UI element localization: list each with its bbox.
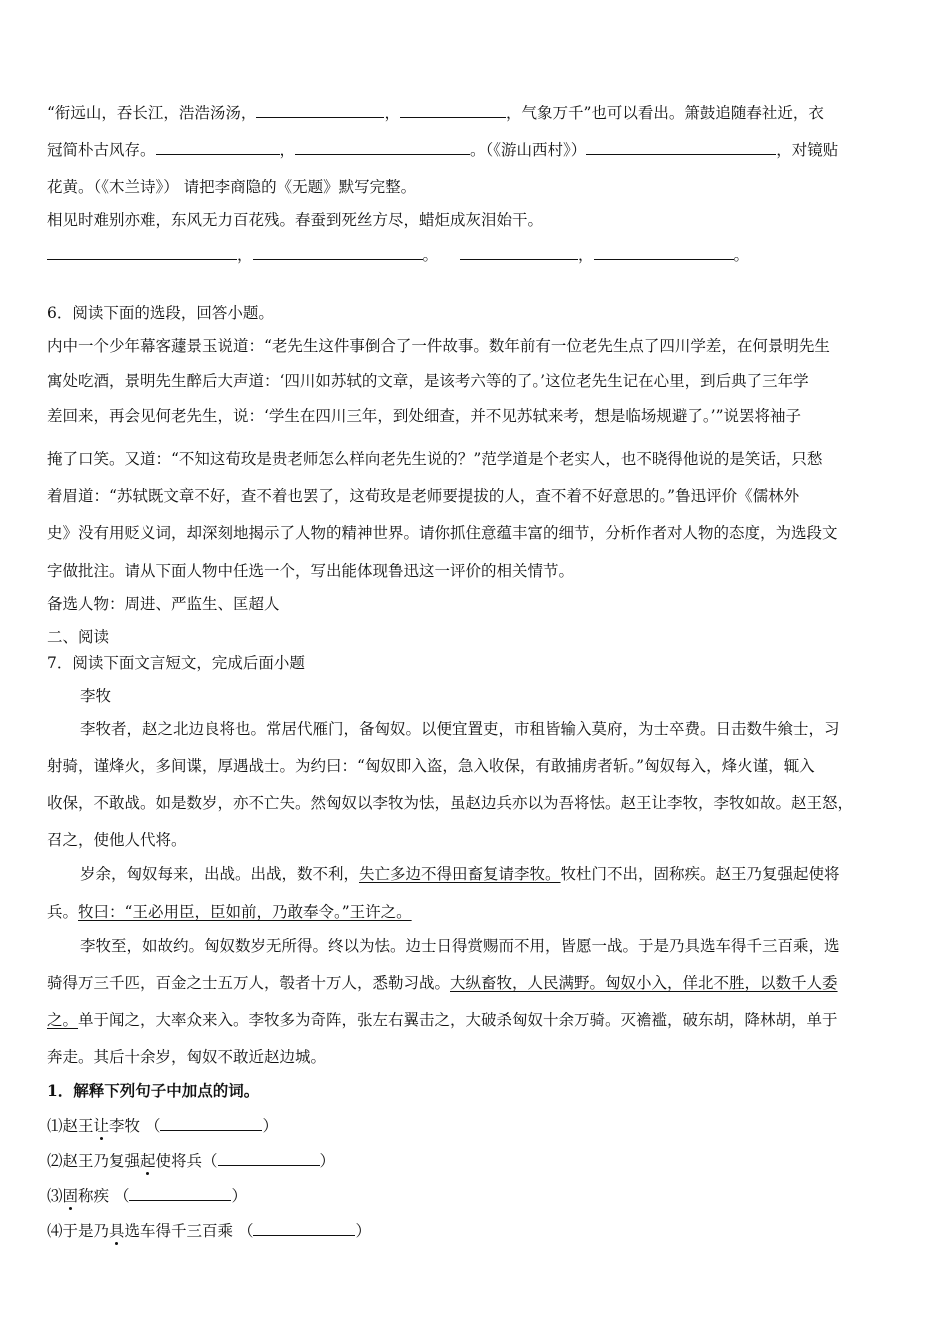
q6-paragraph-line: 掩了口笑。又道：“不知这荀玫是贵老师怎么样向老先生说的？”范学道是个老实人，也不晓得他说的是笑话，只愁 — [47, 450, 823, 468]
text: 兵。 — [47, 903, 79, 921]
text: ⑷于是乃 — [47, 1222, 110, 1240]
passage-title: 李牧 — [80, 687, 112, 705]
sub-question-item — [47, 1184, 907, 1207]
answer-blank[interactable] — [253, 243, 423, 260]
q6-paragraph-line: 字做批注。请从下面人物中任选一个，写出能体现鲁迅这一评价的相关情节。 — [47, 562, 575, 580]
answer-blank[interactable] — [160, 1114, 262, 1131]
passage-line — [47, 972, 907, 994]
answer-blank[interactable] — [218, 1149, 320, 1166]
poem-line-4: 相见时难别亦难，东风无力百花残。春蚕到死丝方尽，蜡炬成灰泪始干。 — [47, 211, 544, 229]
answer-blank[interactable] — [129, 1184, 231, 1201]
passage-line: 召之，使他人代将。 — [47, 831, 187, 849]
text: ） — [231, 1187, 247, 1205]
answer-blank[interactable] — [295, 138, 470, 155]
question-7-title: 7．阅读下面文言短文，完成后面小题 — [47, 654, 305, 672]
poem-line-3: 花黄。（《木兰诗》） 请把李商隐的《无题》默写完整。 — [47, 178, 417, 196]
passage-line: 李牧者，赵之北边良将也。常居代雁门，备匈奴。以便宜置吏，市租皆输入莫府，为士卒费。日击数牛飨士，习 — [80, 720, 840, 738]
sub-question-item — [47, 1149, 907, 1172]
passage-line: 射骑，谨烽火，多间谍，厚遇战士。为约曰：“匈奴即入盗，急入收保，有敢捕虏者斩。”匈奴每入，烽火谨，辄入 — [47, 757, 815, 775]
answer-blank[interactable] — [586, 138, 776, 155]
text: ） — [355, 1222, 371, 1240]
poem-line-5 — [47, 243, 907, 266]
poem-line-1 — [47, 101, 907, 124]
answer-blank[interactable] — [253, 1219, 355, 1236]
underlined-sentence: 牧曰：“王必用臣，臣如前，乃敢奉令。”王许之。 — [78, 903, 412, 921]
dotted-word: 起 — [140, 1152, 156, 1170]
answer-blank[interactable] — [156, 138, 280, 155]
question-6-title: 6．阅读下面的选段，回答小题。 — [47, 304, 274, 322]
text: 李牧 （ — [109, 1117, 161, 1135]
passage-line: 李牧至，如故约。匈奴数岁无所得。终以为怯。边士日得赏赐而不用，皆愿一战。于是乃具选车得千三百乘，选 — [80, 937, 840, 955]
sub-question-item — [47, 1114, 907, 1137]
text: “衔远山，吞长江，浩浩汤汤， — [47, 104, 257, 122]
underlined-sentence: 失亡多边不得田畜复请李牧。 — [359, 865, 561, 883]
text: ⑶ — [47, 1187, 63, 1205]
text: 称疾 （ — [78, 1187, 130, 1205]
answer-blank[interactable] — [400, 101, 506, 118]
text: ， — [384, 104, 400, 122]
q6-paragraph-line: 史》没有用贬义词，却深刻地揭示了人物的精神世界。请你抓住意蕴丰富的细节，分析作者对人物的态度，为选段文 — [47, 524, 838, 542]
text: 。 — [422, 246, 439, 264]
text: 岁余，匈奴每来，出战。出战，数不利， — [80, 865, 360, 883]
text: 选车得千三百乘 （ — [124, 1222, 254, 1240]
text: ，气象万千”也可以看出。箫鼓追随春社近，衣 — [505, 104, 824, 122]
passage-line — [47, 863, 940, 885]
text: ， — [237, 246, 253, 264]
answer-blank[interactable] — [47, 243, 237, 260]
passage-line — [47, 1009, 907, 1031]
answer-blank[interactable] — [460, 243, 578, 260]
text: 单于闻之，大率众来入。李牧多为奇阵，张左右翼击之，大破杀匈奴十余万骑。灭襜褴，破东胡，降林胡，单于 — [78, 1011, 838, 1029]
text: 骑得万三千匹，百金之士五万人，彀者十万人，悉勒习战。 — [47, 974, 451, 992]
q6-paragraph-line: 差回来，再会见何老先生，说：‘学生在四川三年，到处细查，并不见苏轼来考，想是临场规避了。’”说罢将袖子 — [47, 407, 802, 425]
passage-line — [47, 901, 907, 923]
text: ⑴赵王 — [47, 1117, 94, 1135]
text: ， — [578, 246, 594, 264]
passage-line: 奔走。其后十余岁，匈奴不敢近赵边城。 — [47, 1048, 327, 1066]
text: ⑵赵王乃复强 — [47, 1152, 141, 1170]
dotted-word: 固 — [62, 1187, 79, 1205]
q6-paragraph-line: 内中一个少年幕客蘧景玉说道：“老先生这件事倒合了一件故事。数年前有一位老先生点了四川学差，在何景明先生 — [47, 337, 830, 355]
text: 牧杜门不出，固称疾。赵王乃复强起使将 — [560, 865, 840, 883]
underlined-sentence: 大纵畜牧，人民满野。匈奴小入，佯北不胜，以数千人委 — [450, 974, 838, 992]
dotted-word: 具 — [109, 1222, 125, 1240]
section-heading: 二、阅读 — [47, 628, 110, 646]
text: ， — [279, 141, 296, 159]
text: ） — [319, 1152, 336, 1170]
text: ） — [262, 1117, 278, 1135]
passage-line: 收保，不敢战。如是数岁，亦不亡失。然匈奴以李牧为怯，虽赵边兵亦以为吾将怯。赵王让李牧，李牧如故。赵王怒， — [47, 794, 854, 812]
sub-question-item — [47, 1219, 907, 1242]
text: ，对镜贴 — [776, 141, 839, 159]
q6-paragraph-line: 寓处吃酒，景明先生醉后大声道：‘四川如苏轼的文章，是该考六等的了。’这位老先生记在心里，到后典了三年学 — [47, 372, 809, 390]
text: 。 — [733, 246, 750, 264]
text: 。（《游山西村》） — [470, 141, 587, 159]
answer-blank[interactable] — [594, 243, 734, 260]
underlined-sentence: 之。 — [47, 1011, 79, 1029]
text: 冠简朴古风存。 — [47, 141, 156, 159]
sub-question-title: 1．解释下列句子中加点的词。 — [47, 1081, 260, 1100]
answer-blank[interactable] — [256, 101, 384, 118]
dotted-word: 让 — [93, 1117, 110, 1135]
text: 使将兵（ — [155, 1152, 218, 1170]
q6-paragraph-line: 着眉道：“苏轼既文章不好，查不着也罢了，这荀玫是老师要提拔的人，查不着不好意思的。”鲁迅评价《儒林外 — [47, 487, 800, 505]
poem-line-2 — [47, 138, 907, 161]
q6-candidates: 备选人物：周进、严监生、匡超人 — [47, 595, 280, 613]
